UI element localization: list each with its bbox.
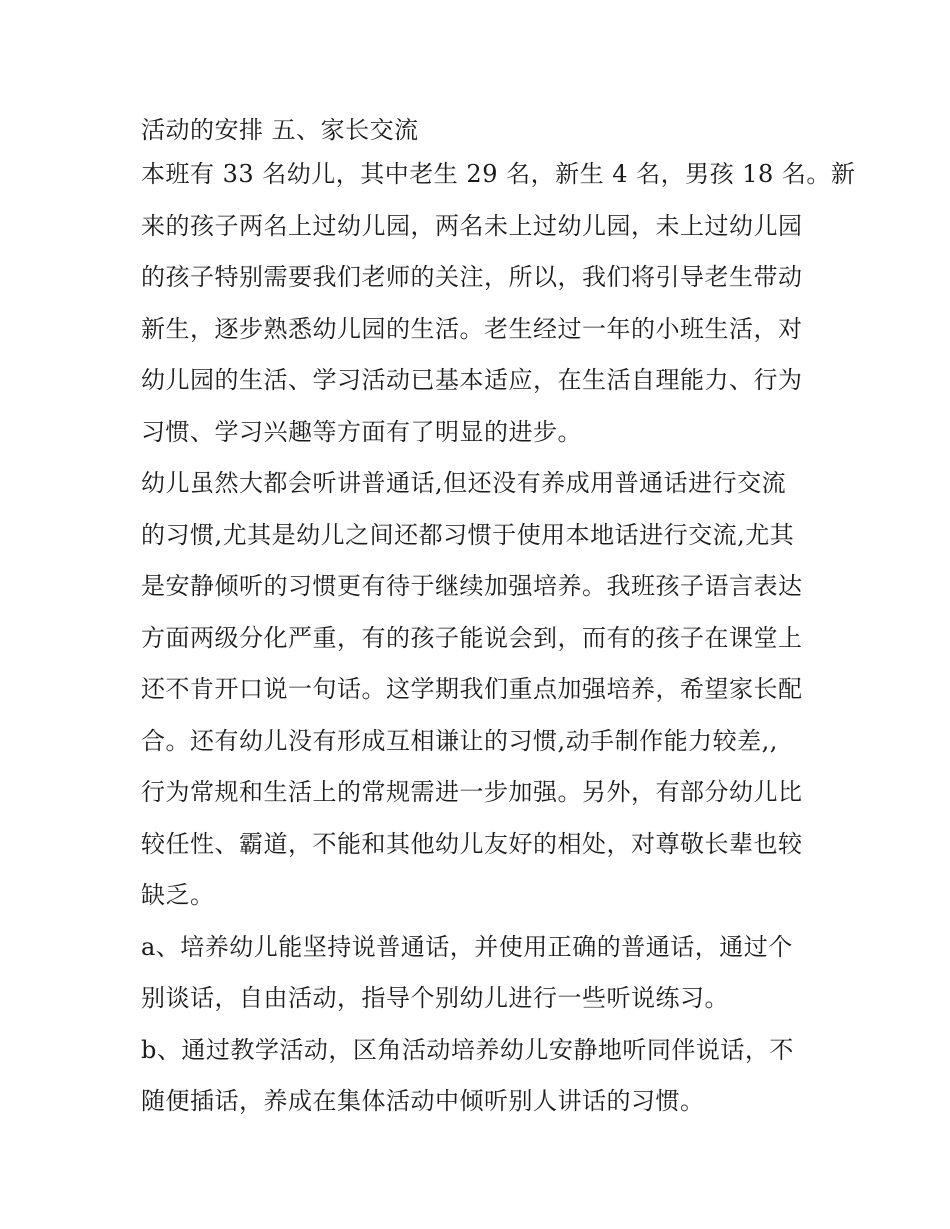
text-line: 来的孩子两名上过幼儿园，两名未上过幼儿园，未上过幼儿园 [141, 211, 803, 240]
text-line: 幼儿园的生活、学习活动已基本适应，在生活自理能力、行为 [141, 366, 803, 394]
text-line: 的孩子特别需要我们老师的关注，所以，我们将引导老生带动 [141, 263, 803, 291]
text-line: 行为常规和生活上的常规需进一步加强。另外，有部分幼儿比 [141, 778, 803, 806]
section-heading: 活动的安排 五、家长交流 [141, 116, 419, 144]
text-line: 是安静倾听的习惯更有待于继续加强培养。我班孩子语言表达 [141, 572, 803, 600]
text-line: 习惯、学习兴趣等方面有了明显的进步。 [141, 417, 582, 446]
text-line: 方面两级分化严重，有的孩子能说会到，而有的孩子在课堂上 [141, 623, 803, 652]
text-line: 新生，逐步熟悉幼儿园的生活。老生经过一年的小班生活，对 [141, 314, 803, 343]
text-line: 的习惯,尤其是幼儿之间还都习惯于使用本地话进行交流,尤其 [141, 520, 795, 549]
list-item-b: b、通过教学活动，区角活动培养幼儿安静地听同伴说话，不 [141, 1035, 794, 1064]
text-line: 合。还有幼儿没有形成互相谦让的习惯,动手制作能力较差,, [141, 726, 778, 755]
text-line: 别谈话，自由活动，指导个别幼儿进行一些听说练习。 [141, 984, 729, 1012]
list-item-a: a、培养幼儿能坚持说普通话，并使用正确的普通话，通过个 [141, 932, 793, 961]
text-line: 随便插话，养成在集体活动中倾听别人讲话的习惯。 [141, 1087, 705, 1115]
text-line: 幼儿虽然大都会听讲普通话,但还没有养成用普通话进行交流 [141, 469, 787, 497]
document-body [141, 111, 856, 1134]
text-line: 还不肯开口说一句话。这学期我们重点加强培养，希望家长配 [141, 675, 803, 703]
text-line: 较任性、霸道，不能和其他幼儿友好的相处，对尊敬长辈也较 [141, 829, 803, 858]
text-line: 缺乏。 [141, 881, 215, 909]
text-line: 本班有 33 名幼儿，其中老生 29 名，新生 4 名，男孩 18 名。新 [141, 160, 856, 188]
